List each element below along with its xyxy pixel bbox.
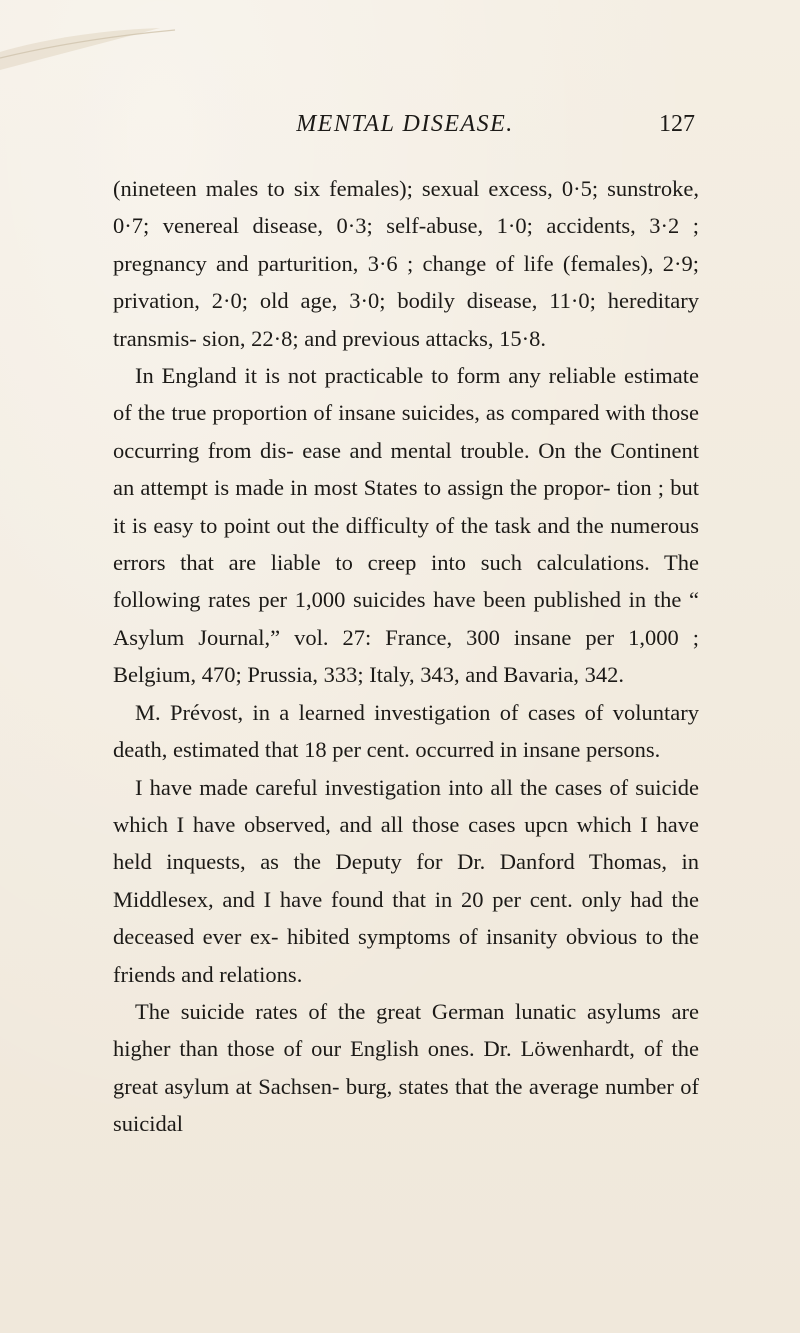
running-title: MENTAL DISEASE. [296, 111, 514, 137]
paragraph-german-asylums: The suicide rates of the great German lunatic asylums are higher than those of our English ones. Dr. Löwenhardt, of the great asylum at Sachsen- burg, states that the average number of suicidal [113, 998, 699, 1137]
page-corner-shading [0, 0, 200, 70]
paragraph-inquests: I have made careful investigation into all the cases of suicide which I have observed, and all those cases upcn which I have held inquests, as the Deputy for Dr. Danford Thomas, in Middlesex, and I have found that in 20 per cent. only had the deceased ever ex- hibited symptoms of insanity obvious to the friends and relations. [113, 774, 699, 987]
paragraph-prevost: M. Prévost, in a learned investigation of cases of voluntary death, estimated that 18 per cent. occurred in insane persons. [113, 699, 699, 763]
page-number: 127 [659, 111, 695, 137]
page-header [115, 106, 695, 142]
body-text [113, 170, 699, 1143]
paragraph-england-estimate: In England it is not practicable to form any reliable estimate of the true proportion of insane suicides, as compared with those occurring from dis- ease and mental trouble. On the Continent an attempt is made in most States to assign the propor- tion ; but it is easy to point out the difficulty of the task and the numerous errors that are liable to creep into such calculations. The following rates per 1,000 suicides have been published in the “ Asylum Journal,” vol. 27: France, 300 insane per 1,000 ; Belgium, 470; Prussia, 333; Italy, 343, and Bavaria, 342. [113, 363, 699, 688]
paragraph-continuation: (nineteen males to six females); sexual excess, 0·5; sunstroke, 0·7; venereal disease, 0·3; self-abuse, 1·0; accidents, 3·2 ; pregnancy and parturition, 3·6 ; change of life (females), 2·9; privation, 2·0; old age, 3·0; bodily disease, 11·0; hereditary transmis- sion, 22·8; and previous attacks, 15·8. [113, 176, 699, 351]
